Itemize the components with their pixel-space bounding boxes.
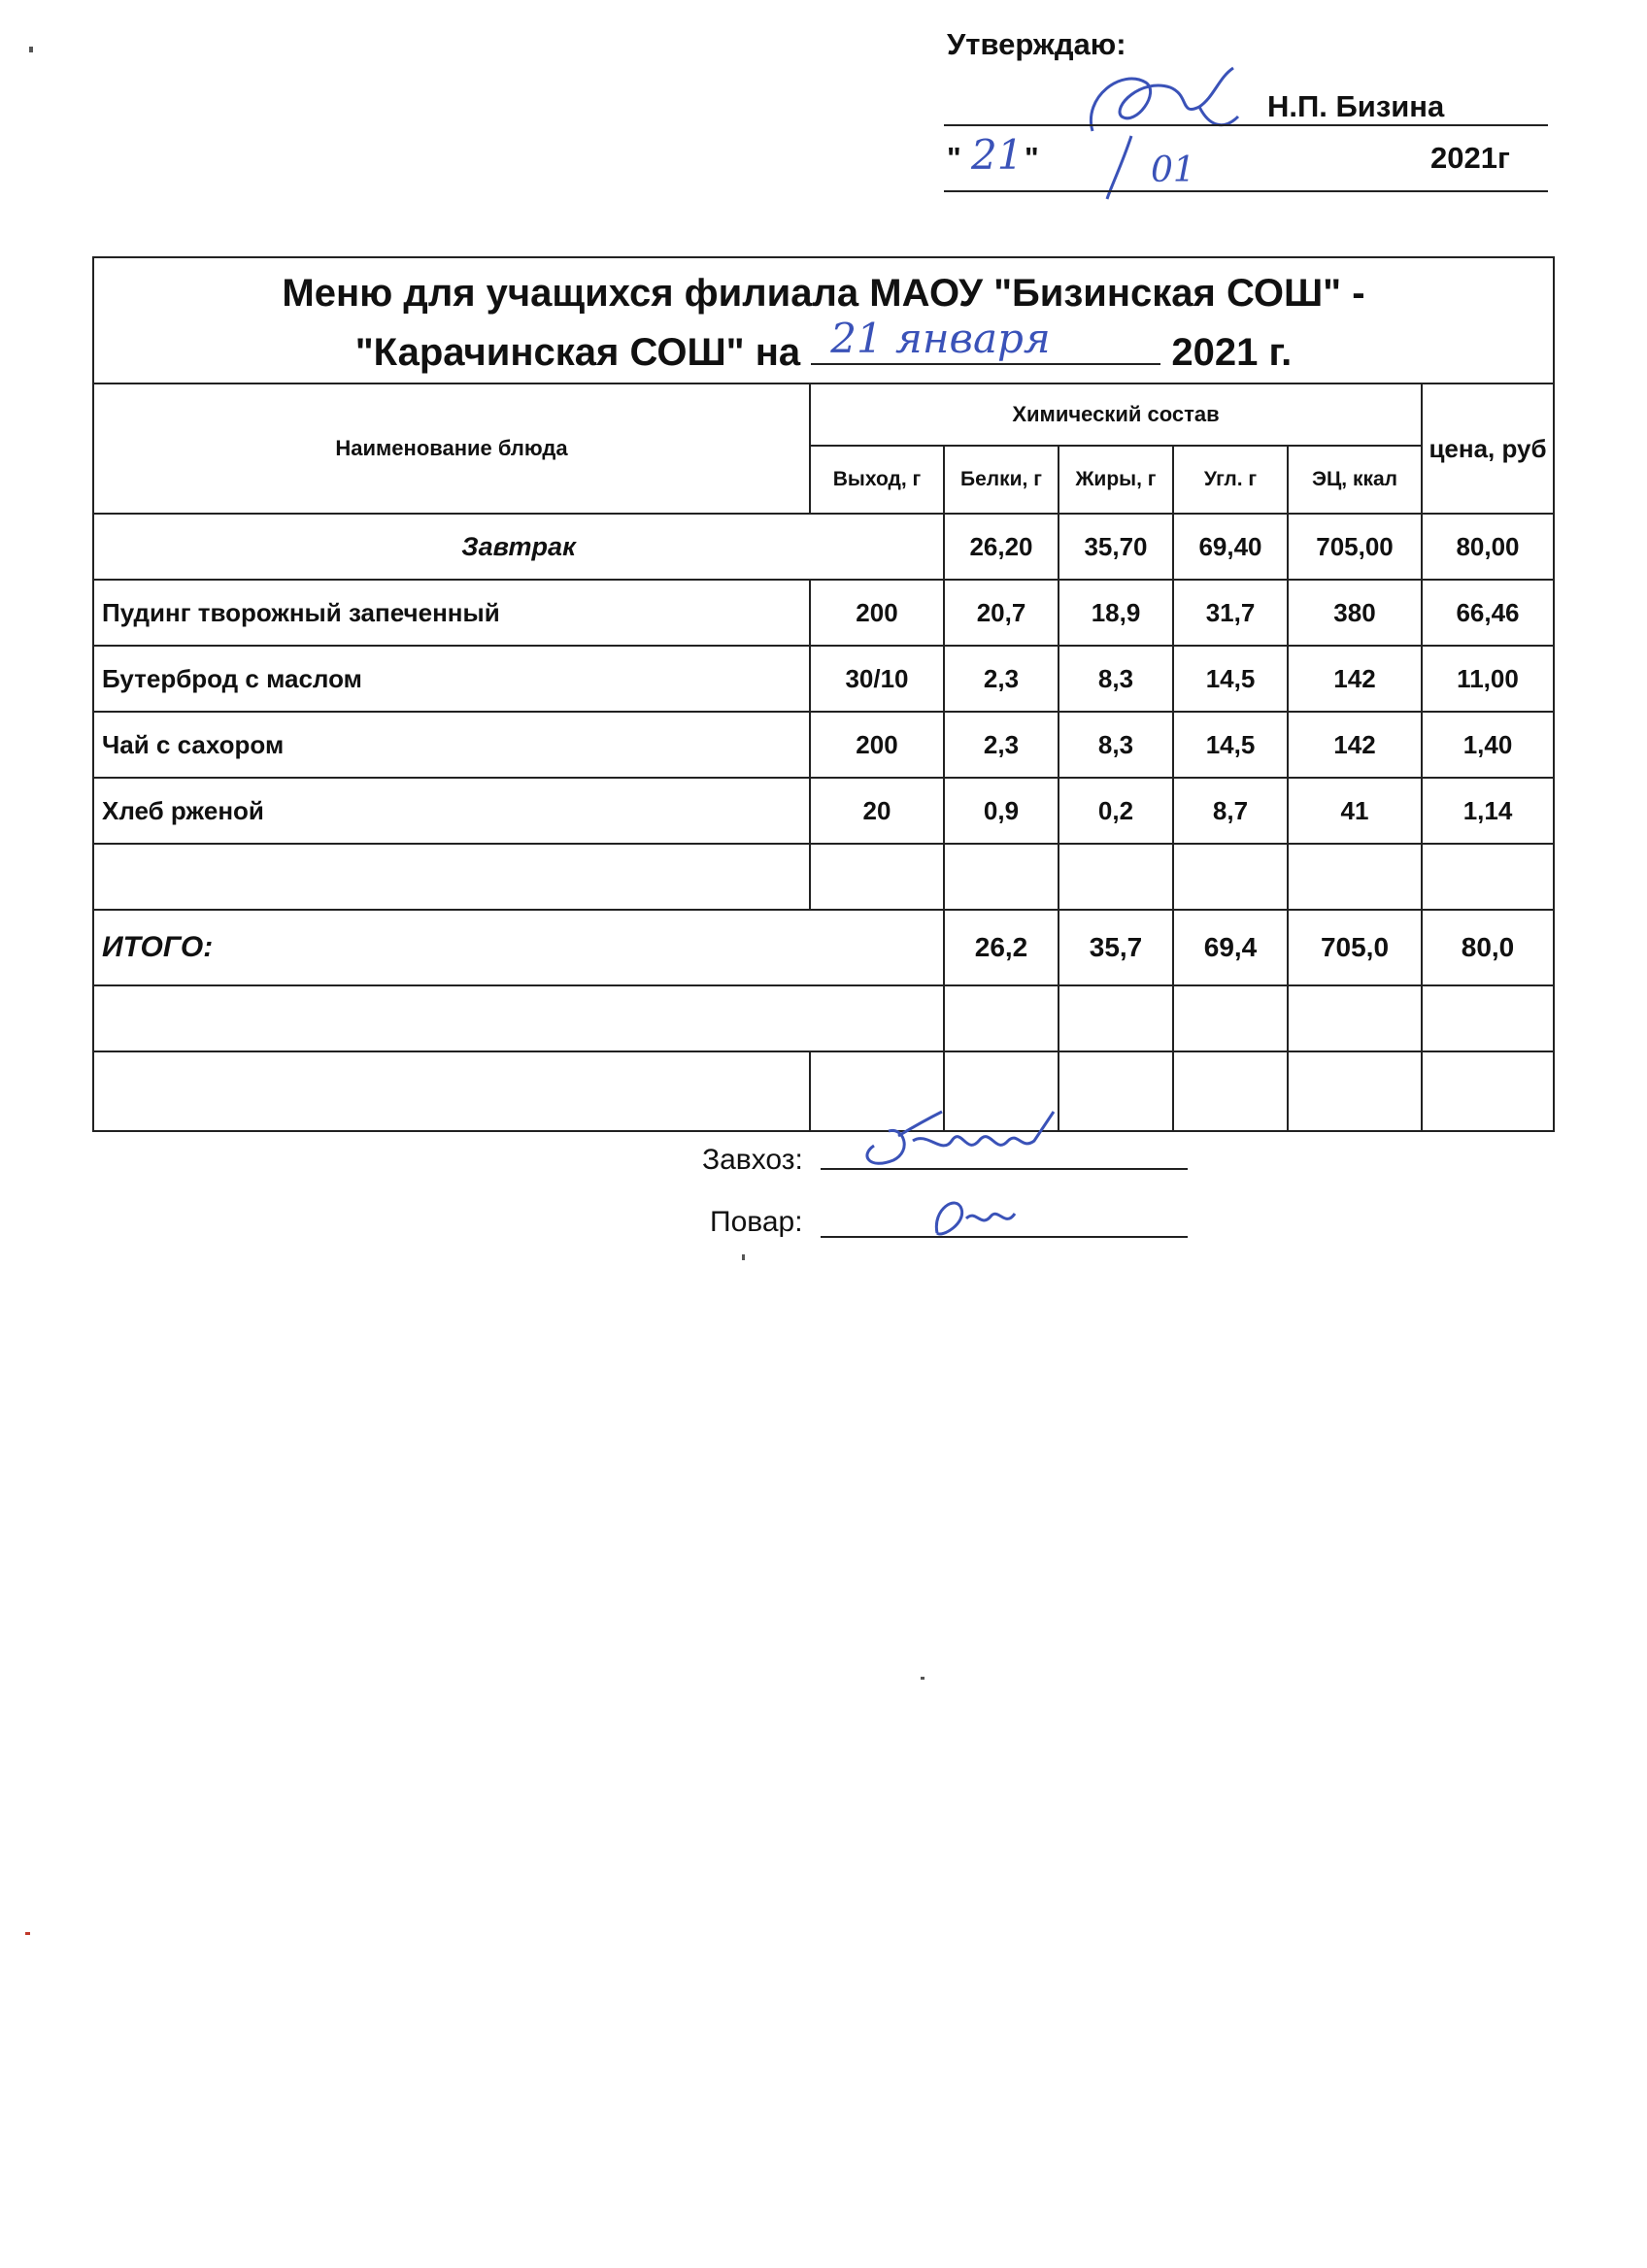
empty-cell (93, 985, 944, 1051)
menu-table (92, 256, 1555, 1132)
total-proteins: 26,2 (944, 910, 1059, 985)
total-energy: 705,0 (1288, 910, 1422, 985)
dish-fats: 0,2 (1059, 778, 1173, 844)
approval-label: Утверждаю: (947, 27, 1126, 61)
empty-row (93, 844, 1554, 910)
empty-cell (1422, 844, 1554, 910)
title-date-field (811, 315, 1160, 365)
table-row (93, 580, 1554, 646)
empty-cell (944, 985, 1059, 1051)
section-price: 80,00 (1422, 514, 1554, 580)
day-quote-open: " (947, 141, 961, 175)
dish-name: Хлеб ржeной (93, 778, 810, 844)
dish-price: 1,14 (1422, 778, 1554, 844)
dish-proteins: 2,3 (944, 646, 1059, 712)
dish-fats: 18,9 (1059, 580, 1173, 646)
header-fats: Жиры, г (1059, 446, 1173, 514)
approval-day: 21 (971, 131, 1024, 179)
header-price: цена, руб (1422, 384, 1554, 514)
dish-price: 66,46 (1422, 580, 1554, 646)
empty-cell (1173, 844, 1288, 910)
header-energy: ЭЦ, ккал (1288, 446, 1422, 514)
empty-cell (1422, 985, 1554, 1051)
title-line-1: Меню для учащихся филиала МАОУ "Бизинская СОШ" - (282, 272, 1365, 315)
storekeeper-signature-line (821, 1168, 1188, 1170)
dish-carbs: 14,5 (1173, 646, 1288, 712)
header-carbs: Угл. г (1173, 446, 1288, 514)
dish-output: 20 (810, 778, 944, 844)
scan-speck (921, 1677, 924, 1680)
dish-output: 200 (810, 712, 944, 778)
table-title-row (93, 257, 1554, 384)
approval-month: 01 (1151, 150, 1195, 190)
header-chemical-composition: Химический состав (810, 384, 1422, 446)
scan-speck (25, 1932, 30, 1935)
empty-row (93, 985, 1554, 1051)
cook-signature-line (821, 1236, 1188, 1238)
total-label: ИТОГО: (93, 910, 944, 985)
section-row-breakfast (93, 514, 1554, 580)
dish-output: 30/10 (810, 646, 944, 712)
scan-speck (742, 1254, 745, 1260)
dish-price: 11,00 (1422, 646, 1554, 712)
dish-name: Бутерброд с маслом (93, 646, 810, 712)
empty-cell (944, 844, 1059, 910)
empty-cell (1288, 844, 1422, 910)
total-carbs: 69,4 (1173, 910, 1288, 985)
dish-name: Пудинг творожный запеченный (93, 580, 810, 646)
dish-name: Чай с сахором (93, 712, 810, 778)
title-line-2 (94, 315, 1553, 380)
empty-cell (1422, 1051, 1554, 1131)
header-proteins: Белки, г (944, 446, 1059, 514)
cook-label: Повар: (710, 1206, 803, 1238)
day-quote-close: " (1025, 141, 1039, 175)
total-row (93, 910, 1554, 985)
dish-energy: 380 (1288, 580, 1422, 646)
scan-speck (29, 47, 33, 52)
empty-cell (810, 844, 944, 910)
cook-signature (923, 1189, 1029, 1243)
section-carbs: 69,40 (1173, 514, 1288, 580)
dish-fats: 8,3 (1059, 712, 1173, 778)
title-line-2-prefix: "Карачинская СОШ" на (354, 331, 801, 374)
empty-cell (1173, 1051, 1288, 1131)
dish-carbs: 14,5 (1173, 712, 1288, 778)
empty-cell (1059, 985, 1173, 1051)
dish-proteins: 2,3 (944, 712, 1059, 778)
dish-carbs: 31,7 (1173, 580, 1288, 646)
header-dish-name: Наименование блюда (93, 384, 810, 514)
title-line-2-suffix: 2021 г. (1171, 331, 1293, 374)
header-row-1 (93, 384, 1554, 446)
table-row (93, 646, 1554, 712)
table-row (93, 778, 1554, 844)
storekeeper-label: Завхоз: (702, 1144, 803, 1176)
header-output: Выход, г (810, 446, 944, 514)
dish-output: 200 (810, 580, 944, 646)
dish-price: 1,40 (1422, 712, 1554, 778)
section-proteins: 26,20 (944, 514, 1059, 580)
dish-energy: 142 (1288, 712, 1422, 778)
dish-proteins: 20,7 (944, 580, 1059, 646)
table-row (93, 712, 1554, 778)
empty-cell (1173, 985, 1288, 1051)
approval-date-line (944, 190, 1548, 192)
empty-cell (93, 844, 810, 910)
section-fats: 35,70 (1059, 514, 1173, 580)
empty-cell (1288, 985, 1422, 1051)
dish-energy: 41 (1288, 778, 1422, 844)
dish-carbs: 8,7 (1173, 778, 1288, 844)
storekeeper-signature (855, 1097, 1078, 1175)
section-energy: 705,00 (1288, 514, 1422, 580)
empty-cell (1059, 844, 1173, 910)
empty-row (93, 1051, 1554, 1131)
empty-cell (1288, 1051, 1422, 1131)
table-title (93, 257, 1554, 384)
approval-year: 2021г (1430, 141, 1510, 175)
approver-name: Н.П. Бизина (1267, 89, 1445, 123)
dish-energy: 142 (1288, 646, 1422, 712)
empty-cell (93, 1051, 810, 1131)
total-fats: 35,7 (1059, 910, 1173, 985)
title-date-handwritten: 21 января (830, 315, 1051, 362)
section-label: Завтрак (93, 514, 944, 580)
total-price: 80,0 (1422, 910, 1554, 985)
dish-fats: 8,3 (1059, 646, 1173, 712)
dish-proteins: 0,9 (944, 778, 1059, 844)
approval-line (944, 124, 1548, 126)
